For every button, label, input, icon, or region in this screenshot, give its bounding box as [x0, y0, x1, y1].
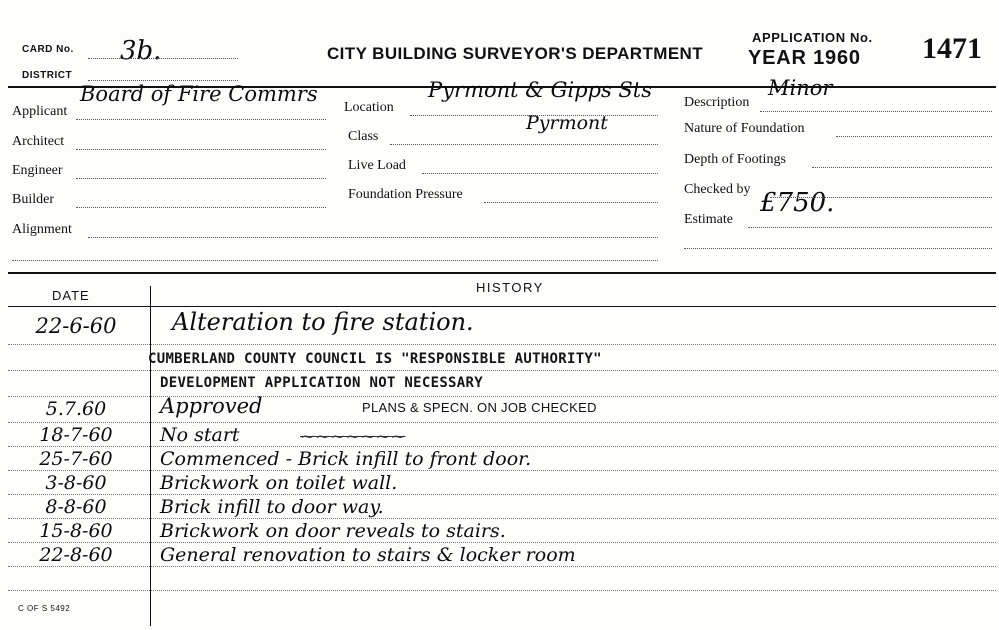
history-note: No start: [160, 424, 240, 446]
district-line: [88, 80, 238, 81]
department-title: CITY BUILDING SURVEYOR'S DEPARTMENT: [327, 44, 704, 63]
history-note: Commenced - Brick infill to front door.: [160, 448, 532, 470]
checked-by-line: [770, 197, 992, 198]
history-note: Brickwork on door reveals to stairs.: [160, 520, 506, 542]
history-note: Brickwork on toilet wall.: [160, 472, 398, 494]
checked-by-value: £750.: [760, 188, 835, 218]
history-row: [0, 424, 999, 448]
applicant-value: Board of Fire Commrs: [80, 82, 318, 106]
class-label: Class: [348, 129, 379, 144]
card-no-value: 3b.: [120, 36, 162, 66]
history-row: [0, 520, 999, 544]
depth-of-footings-line: [812, 167, 992, 168]
history-table: [0, 276, 999, 630]
applicant-label: Applicant: [12, 104, 68, 119]
location-value-2: Pyrmont: [526, 112, 608, 134]
history-row: [0, 394, 999, 422]
history-date: 15-8-60: [39, 520, 113, 542]
district-label: DISTRICT: [22, 70, 73, 81]
history-row: [0, 544, 999, 568]
ruled-line: [8, 422, 996, 423]
ruled-line: [8, 344, 996, 345]
description-label: Description: [684, 95, 750, 110]
architect-label: Architect: [12, 134, 65, 149]
extra-line-left: [12, 260, 658, 261]
history-note: Alteration to fire station.: [172, 308, 474, 336]
history-date: 22-8-60: [39, 544, 113, 566]
application-no-label: APPLICATION No.: [752, 30, 873, 45]
location-value: Pyrmont & Gipps Sts: [428, 78, 653, 102]
details-rule: [8, 272, 996, 274]
location-label: Location: [344, 100, 394, 115]
description-value: Minor: [768, 76, 833, 100]
history-note: General renovation to stairs & locker room: [160, 544, 576, 566]
history-date: 25-7-60: [39, 448, 113, 470]
builder-line: [76, 207, 326, 208]
nature-of-foundation-label: Nature of Foundation: [684, 121, 805, 136]
engineer-label: Engineer: [12, 163, 63, 178]
struck-out-text: ~~~~~~~: [300, 426, 406, 447]
history-note: DEVELOPMENT APPLICATION NOT NECESSARY: [160, 375, 483, 391]
history-row: [0, 348, 999, 372]
date-column-header: DATE: [52, 288, 90, 303]
depth-of-footings-label: Depth of Footings: [684, 152, 786, 167]
history-date: 3-8-60: [45, 472, 107, 494]
engineer-line: [76, 178, 326, 179]
history-note-extra: PLANS & SPECN. ON JOB CHECKED: [362, 400, 597, 415]
history-row: [0, 372, 999, 396]
history-row: [0, 472, 999, 496]
nature-of-foundation-line: [836, 136, 992, 137]
architect-line: [76, 149, 326, 150]
live-load-label: Live Load: [348, 158, 406, 173]
history-date: 18-7-60: [39, 424, 113, 446]
history-row: [0, 496, 999, 520]
extra-line: [684, 248, 992, 249]
alignment-line: [88, 237, 658, 238]
alignment-label: Alignment: [12, 222, 72, 237]
history-date: 8-8-60: [45, 496, 107, 518]
year-label: YEAR 1960: [748, 47, 861, 69]
estimate-label: Estimate: [684, 212, 733, 227]
estimate-line: [748, 227, 992, 228]
card-no-line: [88, 58, 238, 59]
history-note: Approved: [160, 394, 263, 418]
builder-label: Builder: [12, 192, 54, 207]
live-load-line: [422, 173, 658, 174]
card-no-label: CARD No.: [22, 44, 74, 55]
history-date: 22-6-60: [35, 314, 117, 338]
history-row: [0, 448, 999, 472]
foundation-pressure-line: [484, 202, 658, 203]
history-note: Brick infill to door way.: [160, 496, 384, 518]
foundation-pressure-label: Foundation Pressure: [348, 187, 463, 202]
ruled-line: [8, 590, 996, 591]
description-line: [760, 111, 992, 112]
form-code: C OF S 5492: [18, 604, 71, 613]
class-line: [390, 144, 658, 145]
history-row: [0, 308, 999, 338]
ruled-line: [8, 396, 996, 397]
history-note: CUMBERLAND COUNTY COUNCIL IS "RESPONSIBLE AUTHORITY": [148, 351, 602, 367]
header-underline: [8, 306, 996, 307]
checked-by-label: Checked by: [684, 182, 751, 197]
applicant-line: [76, 119, 326, 120]
application-number: 1471: [922, 32, 982, 65]
history-date: 5.7.60: [45, 398, 107, 420]
history-column-header: HISTORY: [476, 280, 544, 295]
